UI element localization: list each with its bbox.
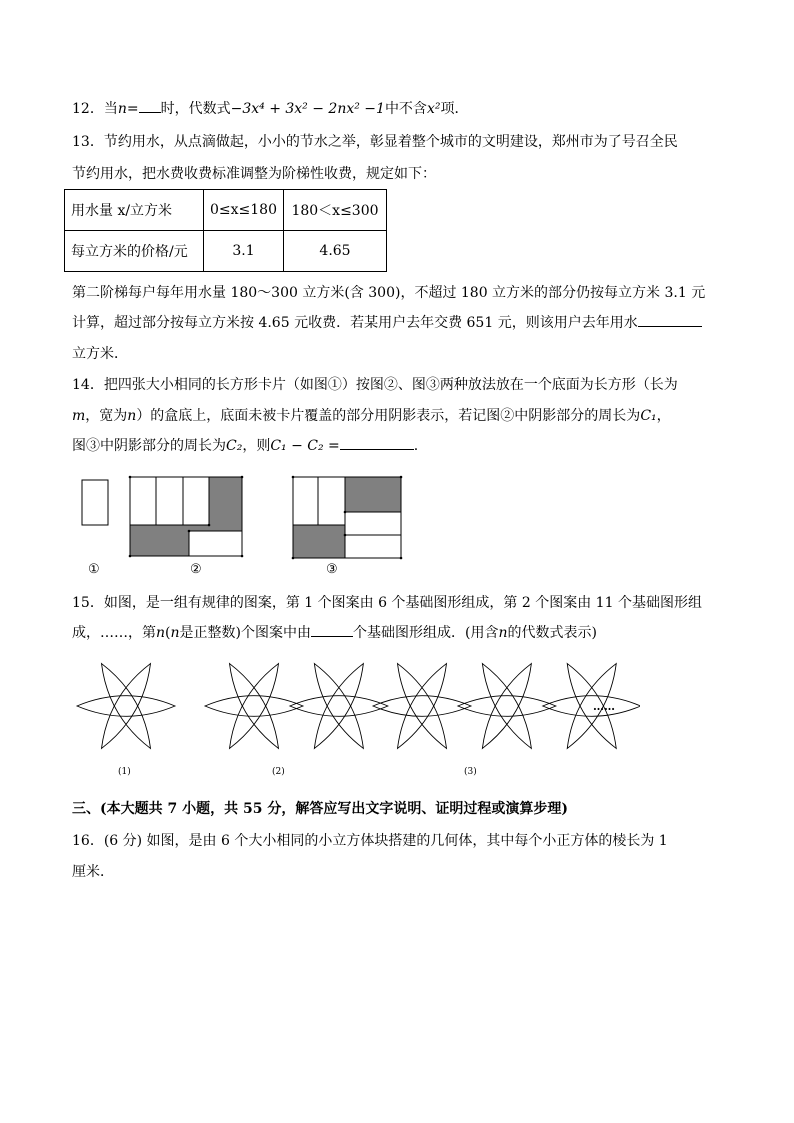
q12-answer-blank[interactable] — [139, 100, 161, 113]
shaded-region-fig3-top — [345, 477, 401, 512]
table-row — [65, 190, 387, 231]
q14-var-n: n — [127, 408, 137, 424]
q15-pattern-figures — [70, 656, 640, 756]
petal-shape — [458, 696, 556, 717]
pattern-label-3: (3) — [464, 767, 477, 777]
q14-expression: C₁ − C₂ = — [270, 438, 340, 454]
petal-shape — [205, 696, 303, 717]
q12-number: 12．当 — [72, 101, 118, 117]
petal-shape — [314, 664, 363, 749]
q14-text: ）的盒底上，底面未被卡片覆盖的部分用阴影表示，若记图②中阴影部分的周长为 — [136, 408, 641, 424]
q15-var-n: n — [498, 625, 508, 641]
q16-line2: 厘米． — [72, 864, 114, 880]
q15-text: 个基础图形组成．(用含 — [353, 625, 499, 641]
card-rectangle — [156, 477, 183, 525]
pattern-ellipsis: …… — [593, 700, 615, 713]
table-cell: 用水量 x/立方米 — [65, 190, 204, 231]
section-3-title: 三、(本大题共 7 小题，共 55 分，解答应写出文字说明、证明过程或演算步理) — [72, 801, 568, 817]
card-rectangle — [189, 531, 242, 556]
table-cell: 4.65 — [284, 231, 387, 272]
q12-expression: −3x⁴ + 3x² − 2nx² −1 — [230, 101, 385, 117]
q15-line2 — [72, 624, 597, 642]
petal-shape — [77, 696, 175, 717]
q14-text: ，则 — [242, 438, 271, 454]
q16-line1: 16．(6 分) 如图，是由 6 个大小相同的小立方体块搭建的几何体，其中每个小正方体的棱长为 1 — [72, 833, 668, 849]
petal-shape — [230, 664, 279, 749]
q12-mid: 时，代数式 — [160, 101, 231, 117]
q15-line1: 15．如图，是一组有规律的图案，第 1 个图案由 6 个基础图形组成，第 2 个图案由 11 个基础图形组 — [72, 595, 702, 611]
q14-text: 图③中阴影部分的周长为 — [72, 438, 226, 454]
q15-text: 的代数式表示) — [507, 625, 597, 641]
q14-line2 — [72, 407, 671, 425]
card-rectangle — [130, 477, 156, 525]
q12-text — [72, 100, 468, 118]
q14-line1: 14．把四张大小相同的长方形卡片（如图①）按图②、图③两种放法放在一个底面为长方形（长为 — [72, 377, 678, 393]
petal-shape — [482, 664, 531, 749]
q14-text: ，宽为 — [85, 408, 128, 424]
q14-var-c1: C₁ — [640, 408, 657, 424]
petal-shape — [543, 696, 640, 717]
shaded-region-fig3-bottom — [293, 525, 345, 558]
card-rectangle — [345, 535, 401, 558]
q12-eq: = — [126, 101, 139, 117]
q13-line2: 节约用水，把水费收费标准调整为阶梯性收费，规定如下： — [72, 166, 436, 182]
table-row — [65, 231, 387, 272]
table-cell: 3.1 — [204, 231, 284, 272]
petal-shape — [102, 664, 151, 749]
q13-line3: 第二阶梯每户每年用水量 180～300 立方米(含 300)，不超过 180 立方米的部分仍按每立方米 3.1 元 — [72, 285, 706, 301]
petal-shape — [102, 664, 151, 749]
table-cell: 180＜x≤300 — [284, 190, 387, 231]
q12-tail-var: x² — [426, 101, 441, 117]
card-rectangle — [82, 480, 108, 525]
card-rectangle — [183, 477, 209, 525]
pattern-label-2: (2) — [272, 767, 285, 777]
q15-text: ( — [165, 625, 171, 641]
q14-text: . — [413, 438, 419, 454]
pattern-label-1: (1) — [118, 767, 131, 777]
q13-line4 — [72, 314, 702, 332]
q14-var-m: m — [72, 408, 86, 424]
petal-shape — [398, 664, 447, 749]
petal-shape — [314, 664, 363, 749]
card-rectangle — [318, 477, 345, 525]
fig-label-3: ③ — [326, 562, 338, 577]
petal-shape — [482, 664, 531, 749]
card-rectangle — [293, 477, 318, 525]
q12-var-n: n — [117, 101, 127, 117]
table-cell: 每立方米的价格/元 — [65, 231, 204, 272]
q15-var-n: n — [170, 625, 180, 641]
card-rectangle — [345, 512, 401, 535]
q15-text: 是正整数)个图案中由 — [179, 625, 311, 641]
fig-label-1: ① — [88, 562, 100, 577]
q13-line4-text: 计算，超过部分按每立方米按 4.65 元收费．若某用户去年交费 651 元，则该用户去年用水 — [72, 315, 638, 331]
q14-line3 — [72, 437, 418, 455]
q14-figures — [76, 472, 416, 568]
q12-tail-post: 项． — [440, 101, 469, 117]
table-cell: 0≤x≤180 — [204, 190, 284, 231]
fig-label-2: ② — [190, 562, 202, 577]
q15-answer-blank[interactable] — [311, 624, 353, 637]
q12-tail-pre: 中不含 — [384, 101, 427, 117]
q14-answer-blank[interactable] — [340, 437, 414, 450]
q15-var-n: n — [156, 625, 166, 641]
shaded-region-fig2 — [130, 477, 242, 556]
water-price-table — [64, 189, 387, 272]
q13-line5: 立方米． — [72, 346, 128, 362]
q14-var-c2: C₂ — [226, 438, 243, 454]
q14-text: ， — [656, 408, 671, 424]
q13-line1: 13．节约用水，从点滴做起，小小的节水之举，彰显着整个城市的文明建设，郑州市为了号召全民 — [72, 134, 678, 150]
petal-shape — [230, 664, 279, 749]
q15-text: 成，……，第 — [72, 625, 156, 641]
petal-shape — [398, 664, 447, 749]
q13-answer-blank[interactable] — [638, 314, 702, 327]
